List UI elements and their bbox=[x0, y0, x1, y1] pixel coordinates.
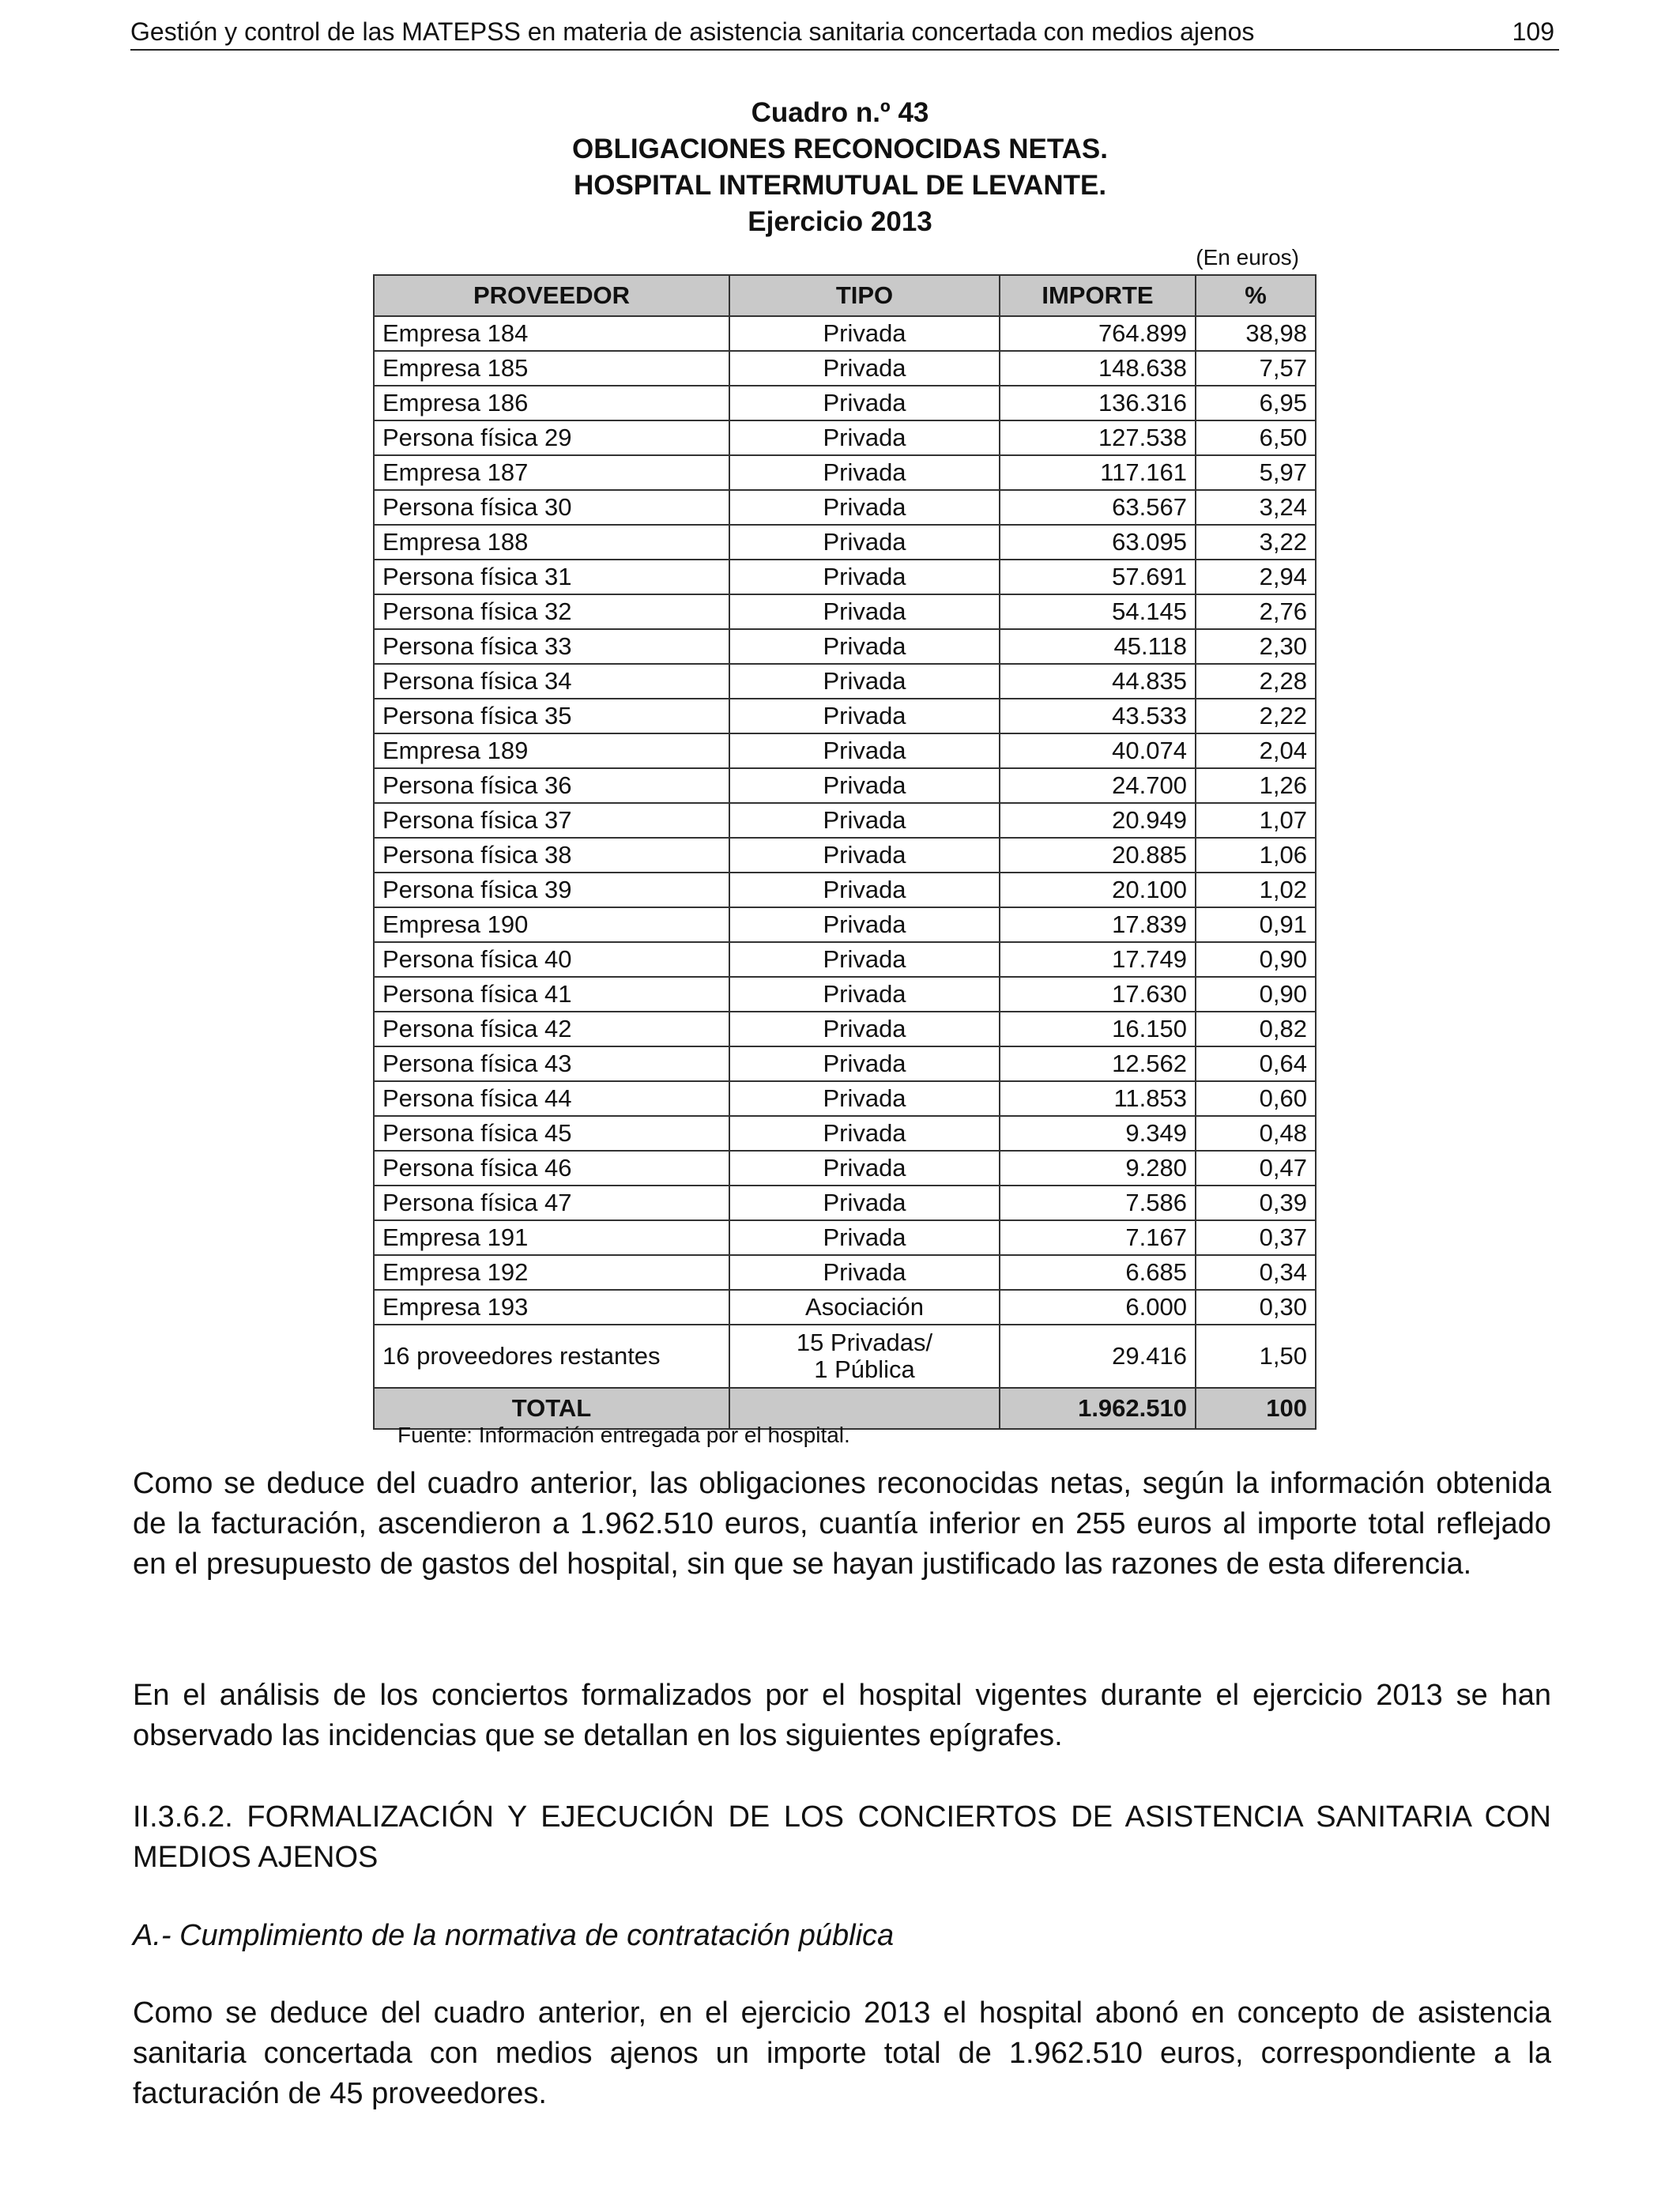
cell-proveedor: Persona física 42 bbox=[374, 1012, 729, 1046]
cell-pct: 1,07 bbox=[1196, 803, 1316, 838]
cell-importe: 12.562 bbox=[1000, 1046, 1196, 1081]
table-row bbox=[374, 664, 1316, 699]
cell-pct: 2,04 bbox=[1196, 733, 1316, 768]
cell-proveedor: Empresa 191 bbox=[374, 1220, 729, 1255]
cell-proveedor: Persona física 40 bbox=[374, 942, 729, 977]
cell-tipo: Privada bbox=[729, 664, 1000, 699]
table-row bbox=[374, 490, 1316, 525]
cell-tipo: Privada bbox=[729, 1186, 1000, 1220]
page-header bbox=[130, 14, 1559, 51]
cell-pct: 0,90 bbox=[1196, 977, 1316, 1012]
page-number: 109 bbox=[1512, 17, 1554, 46]
cell-proveedor: Empresa 193 bbox=[374, 1290, 729, 1325]
column-header-proveedor: PROVEEDOR bbox=[374, 275, 729, 316]
table-row bbox=[374, 316, 1316, 351]
total-importe: 1.962.510 bbox=[1000, 1388, 1196, 1429]
cell-pct: 7,57 bbox=[1196, 351, 1316, 386]
table-row bbox=[374, 1290, 1316, 1325]
cell-tipo: Privada bbox=[729, 838, 1000, 873]
cell-pct: 2,94 bbox=[1196, 560, 1316, 594]
cell-importe: 9.349 bbox=[1000, 1116, 1196, 1151]
paragraph-3: Como se deduce del cuadro anterior, en el ejercicio 2013 el hospital abonó en concepto de asistencia sanitaria concertada con medios ajenos un importe total de 1.962.510 euros, correspondiente a la facturación de 45 proveedores. bbox=[133, 1996, 1551, 2110]
table-row bbox=[374, 1046, 1316, 1081]
cell-pct: 2,28 bbox=[1196, 664, 1316, 699]
cell-proveedor: Empresa 187 bbox=[374, 455, 729, 490]
cell-proveedor: Persona física 32 bbox=[374, 594, 729, 629]
cell-importe: 20.885 bbox=[1000, 838, 1196, 873]
paragraph-2: En el análisis de los conciertos formalizados por el hospital vigentes durante el ejercicio 2013 se han observado las incidencias que se detallan en los siguientes epígrafes. bbox=[133, 1679, 1551, 1752]
cell-tipo: Privada bbox=[729, 1255, 1000, 1290]
cell-importe: 16.150 bbox=[1000, 1012, 1196, 1046]
cell-tipo: Privada bbox=[729, 490, 1000, 525]
caption-year: Ejercicio 2013 bbox=[748, 206, 932, 237]
cell-pct: 1,02 bbox=[1196, 873, 1316, 907]
table-row bbox=[374, 1220, 1316, 1255]
cell-importe: 24.700 bbox=[1000, 768, 1196, 803]
cell-pct: 0,90 bbox=[1196, 942, 1316, 977]
cell-importe: 6.000 bbox=[1000, 1290, 1196, 1325]
cell-pct: 3,22 bbox=[1196, 525, 1316, 560]
cell-pct: 3,24 bbox=[1196, 490, 1316, 525]
table-row bbox=[374, 1151, 1316, 1186]
table-row bbox=[374, 699, 1316, 733]
cell-tipo: Privada bbox=[729, 1220, 1000, 1255]
cell-tipo: Asociación bbox=[729, 1290, 1000, 1325]
cell-tipo: Privada bbox=[729, 942, 1000, 977]
table-row bbox=[374, 942, 1316, 977]
cell-proveedor: Empresa 185 bbox=[374, 351, 729, 386]
subsection-heading: A.- Cumplimiento de la normativa de contratación pública bbox=[133, 1919, 895, 1952]
cell-tipo: Privada bbox=[729, 699, 1000, 733]
cell-proveedor: Persona física 29 bbox=[374, 420, 729, 455]
cell-importe: 20.100 bbox=[1000, 873, 1196, 907]
cell-tipo: Privada bbox=[729, 386, 1000, 420]
cell-tipo: Privada bbox=[729, 420, 1000, 455]
cell-pct: 2,30 bbox=[1196, 629, 1316, 664]
cell-tipo: Privada bbox=[729, 1151, 1000, 1186]
cell-pct: 0,48 bbox=[1196, 1116, 1316, 1151]
table-row bbox=[374, 768, 1316, 803]
cell-proveedor: Empresa 188 bbox=[374, 525, 729, 560]
cell-tipo: Privada bbox=[729, 733, 1000, 768]
paragraph-1: Como se deduce del cuadro anterior, las obligaciones reconocidas netas, según la información obtenida de la facturación, ascendieron a 1.962.510 euros, cuantía inferior en 255 euros al importe total reflejado en el presupuesto de gastos del hospital, sin que se hayan justificado las razones de esta diferencia. bbox=[133, 1467, 1551, 1581]
cell-tipo: Privada bbox=[729, 525, 1000, 560]
cell-importe: 57.691 bbox=[1000, 560, 1196, 594]
cell-proveedor: Persona física 45 bbox=[374, 1116, 729, 1151]
cell-tipo: Privada bbox=[729, 560, 1000, 594]
table-row bbox=[374, 977, 1316, 1012]
table-row bbox=[374, 1255, 1316, 1290]
cell-tipo: Privada bbox=[729, 594, 1000, 629]
cell-importe: 11.853 bbox=[1000, 1081, 1196, 1116]
cell-importe: 9.280 bbox=[1000, 1151, 1196, 1186]
table-row bbox=[374, 420, 1316, 455]
cell-proveedor: Empresa 189 bbox=[374, 733, 729, 768]
cell-importe: 43.533 bbox=[1000, 699, 1196, 733]
cell-pct: 1,06 bbox=[1196, 838, 1316, 873]
units-note: (En euros) bbox=[1196, 245, 1299, 270]
cell-proveedor: Persona física 38 bbox=[374, 838, 729, 873]
cell-proveedor: Persona física 36 bbox=[374, 768, 729, 803]
cell-proveedor: Empresa 190 bbox=[374, 907, 729, 942]
cell-importe: 127.538 bbox=[1000, 420, 1196, 455]
cell-pct: 0,37 bbox=[1196, 1220, 1316, 1255]
cell-importe: 17.749 bbox=[1000, 942, 1196, 977]
cell-importe: 148.638 bbox=[1000, 351, 1196, 386]
column-header-importe: IMPORTE bbox=[1000, 275, 1196, 316]
table-row bbox=[374, 351, 1316, 386]
cell-pct: 0,34 bbox=[1196, 1255, 1316, 1290]
table-row bbox=[374, 873, 1316, 907]
caption-title-line1: OBLIGACIONES RECONOCIDAS NETAS. bbox=[571, 134, 1108, 164]
cell-proveedor: Empresa 184 bbox=[374, 316, 729, 351]
cell-pct: 2,22 bbox=[1196, 699, 1316, 733]
running-header-title: Gestión y control de las MATEPSS en materia de asistencia sanitaria concertada con medios ajenos bbox=[130, 17, 1255, 46]
cell-proveedor: Persona física 43 bbox=[374, 1046, 729, 1081]
cell-importe: 45.118 bbox=[1000, 629, 1196, 664]
table-row bbox=[374, 594, 1316, 629]
cell-tipo: Privada bbox=[729, 907, 1000, 942]
table-row bbox=[374, 1116, 1316, 1151]
cell-proveedor: Persona física 30 bbox=[374, 490, 729, 525]
table-caption bbox=[0, 95, 1680, 240]
caption-title-line2: HOSPITAL INTERMUTUAL DE LEVANTE. bbox=[573, 170, 1107, 201]
cell-pct: 0,64 bbox=[1196, 1046, 1316, 1081]
cell-tipo: Privada bbox=[729, 629, 1000, 664]
table-row bbox=[374, 629, 1316, 664]
cell-proveedor: Persona física 31 bbox=[374, 560, 729, 594]
cell-proveedor: Empresa 192 bbox=[374, 1255, 729, 1290]
cell-pct: 0,47 bbox=[1196, 1151, 1316, 1186]
cell-tipo-line2: 1 Pública bbox=[814, 1355, 915, 1383]
cell-importe: 44.835 bbox=[1000, 664, 1196, 699]
cell-proveedor: Empresa 186 bbox=[374, 386, 729, 420]
cell-tipo bbox=[729, 1325, 1000, 1388]
cell-tipo: Privada bbox=[729, 351, 1000, 386]
cell-tipo: Privada bbox=[729, 977, 1000, 1012]
total-pct: 100 bbox=[1196, 1388, 1316, 1429]
cell-pct: 0,30 bbox=[1196, 1290, 1316, 1325]
cell-importe: 17.839 bbox=[1000, 907, 1196, 942]
cell-tipo: Privada bbox=[729, 768, 1000, 803]
cell-tipo: Privada bbox=[729, 803, 1000, 838]
cell-proveedor: Persona física 37 bbox=[374, 803, 729, 838]
caption-number: Cuadro n.º 43 bbox=[751, 97, 929, 128]
cell-importe: 40.074 bbox=[1000, 733, 1196, 768]
cell-pct: 1,26 bbox=[1196, 768, 1316, 803]
cell-tipo: Privada bbox=[729, 455, 1000, 490]
obligations-table bbox=[373, 274, 1317, 1430]
cell-pct: 0,91 bbox=[1196, 907, 1316, 942]
table-row bbox=[374, 907, 1316, 942]
cell-pct: 0,39 bbox=[1196, 1186, 1316, 1220]
cell-pct: 1,50 bbox=[1196, 1325, 1316, 1388]
cell-importe: 63.095 bbox=[1000, 525, 1196, 560]
table-source-note: Fuente: Información entregada por el hospital. bbox=[397, 1423, 850, 1447]
cell-proveedor: Persona física 47 bbox=[374, 1186, 729, 1220]
cell-pct: 2,76 bbox=[1196, 594, 1316, 629]
table-row bbox=[374, 1081, 1316, 1116]
cell-importe: 63.567 bbox=[1000, 490, 1196, 525]
cell-importe: 29.416 bbox=[1000, 1325, 1196, 1388]
cell-proveedor: Persona física 41 bbox=[374, 977, 729, 1012]
table-row bbox=[374, 733, 1316, 768]
table-row bbox=[374, 386, 1316, 420]
table-row-remaining bbox=[374, 1325, 1316, 1388]
cell-pct: 6,95 bbox=[1196, 386, 1316, 420]
cell-importe: 117.161 bbox=[1000, 455, 1196, 490]
column-header-pct: % bbox=[1196, 275, 1316, 316]
section-heading: II.3.6.2. FORMALIZACIÓN Y EJECUCIÓN DE LOS CONCIERTOS DE ASISTENCIA SANITARIA CON MEDIOS AJENOS bbox=[133, 1800, 1551, 1874]
cell-tipo: Privada bbox=[729, 1012, 1000, 1046]
cell-pct: 5,97 bbox=[1196, 455, 1316, 490]
cell-importe: 7.586 bbox=[1000, 1186, 1196, 1220]
cell-pct: 38,98 bbox=[1196, 316, 1316, 351]
cell-importe: 20.949 bbox=[1000, 803, 1196, 838]
table-row bbox=[374, 838, 1316, 873]
cell-tipo: Privada bbox=[729, 1046, 1000, 1081]
cell-proveedor: Persona física 33 bbox=[374, 629, 729, 664]
cell-pct: 0,82 bbox=[1196, 1012, 1316, 1046]
cell-tipo: Privada bbox=[729, 1116, 1000, 1151]
cell-importe: 54.145 bbox=[1000, 594, 1196, 629]
table-row bbox=[374, 455, 1316, 490]
table-row bbox=[374, 560, 1316, 594]
table-row bbox=[374, 1186, 1316, 1220]
table-header-row bbox=[374, 275, 1316, 316]
cell-tipo: Privada bbox=[729, 316, 1000, 351]
cell-pct: 0,60 bbox=[1196, 1081, 1316, 1116]
table-row bbox=[374, 1012, 1316, 1046]
cell-proveedor: 16 proveedores restantes bbox=[374, 1325, 729, 1388]
cell-proveedor: Persona física 39 bbox=[374, 873, 729, 907]
cell-proveedor: Persona física 35 bbox=[374, 699, 729, 733]
cell-proveedor: Persona física 44 bbox=[374, 1081, 729, 1116]
table-row bbox=[374, 525, 1316, 560]
cell-importe: 7.167 bbox=[1000, 1220, 1196, 1255]
cell-proveedor: Persona física 34 bbox=[374, 664, 729, 699]
cell-importe: 136.316 bbox=[1000, 386, 1196, 420]
cell-tipo-line1: 15 Privadas/ bbox=[796, 1329, 933, 1356]
cell-importe: 17.630 bbox=[1000, 977, 1196, 1012]
table-row bbox=[374, 803, 1316, 838]
table-body bbox=[374, 316, 1316, 1325]
cell-proveedor: Persona física 46 bbox=[374, 1151, 729, 1186]
total-label: TOTAL bbox=[374, 1388, 729, 1429]
column-header-tipo: TIPO bbox=[729, 275, 1000, 316]
cell-pct: 6,50 bbox=[1196, 420, 1316, 455]
cell-importe: 6.685 bbox=[1000, 1255, 1196, 1290]
cell-tipo: Privada bbox=[729, 873, 1000, 907]
cell-importe: 764.899 bbox=[1000, 316, 1196, 351]
cell-tipo: Privada bbox=[729, 1081, 1000, 1116]
